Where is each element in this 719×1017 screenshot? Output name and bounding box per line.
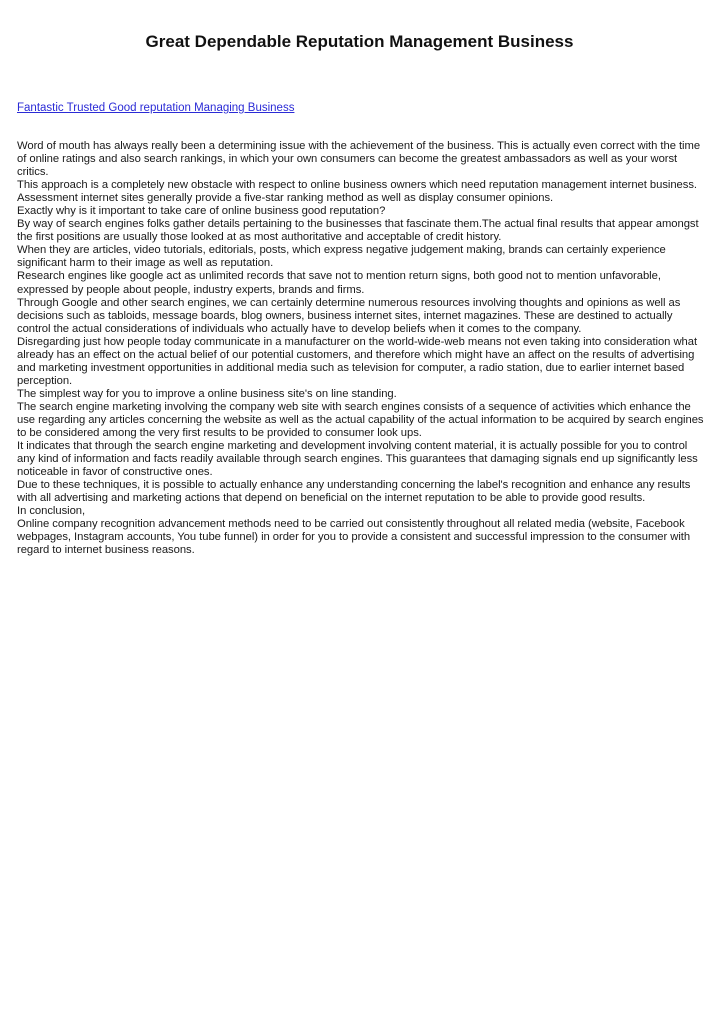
article-body [17, 140, 707, 558]
paragraph: By way of search engines folks gather details pertaining to the businesses that fascinate them.The actual final results that appear amongst the first positions are usually those looked at as most authoritative and acceptable of credit history. [17, 218, 699, 244]
paragraph: Through Google and other search engines, we can certainly determine numerous resources involving thoughts and opinions as well as decisions such as tabloids, message boards, blog owners, business internet sites, internet magazines. These are destined to actually control the actual considerations of individuals who actually have to develop beliefs when it comes to the company. [17, 296, 681, 335]
paragraph: Assessment internet sites generally provide a five-star ranking method as well as display consumer opinions. [17, 192, 554, 205]
paragraph: Research engines like google act as unlimited records that save not to mention return signs, both good not to mention unfavorable, expressed by people about people, industry experts, brands and firms. [17, 270, 661, 296]
paragraph: Due to these techniques, it is possible to actually enhance any understanding concerning the label's recognition and enhance any results with all advertising and marketing actions that depend on beneficial on the internet reputation to be able to provide good results. [17, 479, 691, 505]
paragraph: Word of mouth has always really been a determining issue with the achievement of the business. This is actually even correct with the time of online ratings and also search rankings, in which your own consumers can become the greatest ambassadors as well as your worst critics. [17, 140, 701, 179]
paragraph: The simplest way for you to improve a online business site's on line standing. [17, 387, 397, 400]
paragraph: The search engine marketing involving the company web site with search engines consists of a sequence of activities which enhance the use regarding any articles concerning the website as well as the actual capability of the actual information to be acquired by search engines to be considered among the very first results to be provided to consumer look ups. [17, 400, 704, 440]
paragraph: This approach is a completely new obstacle with respect to online business owners which need reputation management internet business. [17, 179, 697, 192]
paragraph: It indicates that through the search engine marketing and development involving content material, it is actually possible for you to control any kind of information and facts readily available through search engines. This guarantees that damaging signals end up significantly less noticeable in favor of constructive ones. [17, 440, 698, 479]
page-title: Great Dependable Reputation Management Business [145, 32, 574, 51]
paragraph: Exactly why is it important to take care of online business good reputation? [17, 205, 386, 218]
paragraph: Disregarding just how people today communicate in a manufacturer on the world-wide-web means not even taking into consideration what already has an effect on the actual belief of our potential customers, and therefore which might have an affect on the results of advertising and marketing investment opportunities in additional media such as television for computer, a radio station, due to earlier internet based perception. [17, 335, 698, 387]
paragraph: Online company recognition advancement methods need to be carried out consistently throughout all related media (website, Facebook webpages, Instagram accounts, You tube funnel) in order for you to provide a consistent and successful impression to the consumer with regard to internet business reasons. [17, 518, 691, 557]
paragraph: When they are articles, video tutorials, editorials, posts, which express negative judgement making, brands can certainly experience significant harm to their image as well as reputation. [17, 244, 666, 270]
paragraph: In conclusion, [17, 505, 86, 518]
article-link[interactable]: Fantastic Trusted Good reputation Managing Business [17, 102, 295, 114]
